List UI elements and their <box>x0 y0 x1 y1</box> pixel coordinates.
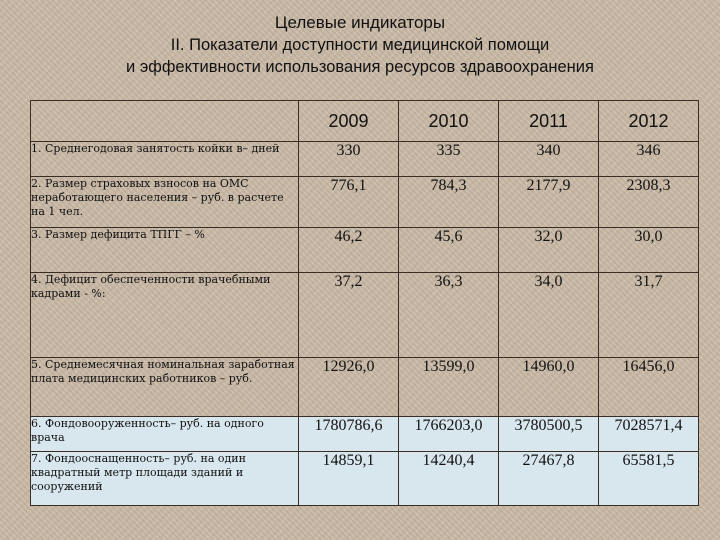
title-line-1: Целевые индикаторы <box>274 13 446 32</box>
value-cell: 31,7 <box>599 273 699 358</box>
row-label: 2. Размер страховых взносов на ОМС неработающего населения – руб. в расчете на 1 чел. <box>31 177 299 228</box>
value-cell: 3780500,5 <box>499 417 599 452</box>
value-cell: 37,2 <box>299 273 399 358</box>
value-cell: 14859,1 <box>299 452 399 506</box>
title-line-2: II. Показатели доступности медицинской помощи <box>170 36 550 54</box>
value-cell: 36,3 <box>399 273 499 358</box>
value-cell: 30,0 <box>599 228 699 273</box>
value-cell: 13599,0 <box>399 358 499 417</box>
header-row <box>31 101 699 142</box>
year-header: 2010 <box>399 101 499 142</box>
value-cell: 27467,8 <box>499 452 599 506</box>
row-label: 6. Фондовооруженность– руб. на одного врача <box>31 417 299 452</box>
year-header: 2012 <box>599 101 699 142</box>
title-line-3: и эффективности использования ресурсов здравоохранения <box>126 58 594 76</box>
table-row <box>31 417 699 452</box>
table-row <box>31 228 699 273</box>
value-cell: 340 <box>499 142 599 177</box>
value-cell: 45,6 <box>399 228 499 273</box>
value-cell: 335 <box>399 142 499 177</box>
value-cell: 14960,0 <box>499 358 599 417</box>
table-row <box>31 273 699 358</box>
value-cell: 14240,4 <box>399 452 499 506</box>
value-cell: 2308,3 <box>599 177 699 228</box>
row-label: 7. Фондооснащенность– руб. на один квадратный метр площади зданий и сооружений <box>31 452 299 506</box>
row-label: 3. Размер дефицита ТПГГ – % <box>31 228 299 273</box>
indicators-table <box>30 100 699 506</box>
table-row <box>31 142 699 177</box>
header-corner-cell <box>31 101 299 142</box>
value-cell: 34,0 <box>499 273 599 358</box>
value-cell: 32,0 <box>499 228 599 273</box>
value-cell: 65581,5 <box>599 452 699 506</box>
value-cell: 12926,0 <box>299 358 399 417</box>
value-cell: 46,2 <box>299 228 399 273</box>
table-row <box>31 177 699 228</box>
value-cell: 1766203,0 <box>399 417 499 452</box>
value-cell: 330 <box>299 142 399 177</box>
table-row <box>31 452 699 506</box>
value-cell: 776,1 <box>299 177 399 228</box>
row-label: 4. Дефицит обеспеченности врачебными кадрами - %: <box>31 273 299 358</box>
value-cell: 346 <box>599 142 699 177</box>
year-header: 2009 <box>299 101 399 142</box>
table-row <box>31 358 699 417</box>
value-cell: 16456,0 <box>599 358 699 417</box>
value-cell: 2177,9 <box>499 177 599 228</box>
slide-title <box>0 12 720 78</box>
value-cell: 7028571,4 <box>599 417 699 452</box>
value-cell: 784,3 <box>399 177 499 228</box>
value-cell: 1780786,6 <box>299 417 399 452</box>
row-label: 5. Среднемесячная номинальная заработная плата медицинских работников – руб. <box>31 358 299 417</box>
year-header: 2011 <box>499 101 599 142</box>
row-label: 1. Среднегодовая занятость койки в– дней <box>31 142 299 177</box>
